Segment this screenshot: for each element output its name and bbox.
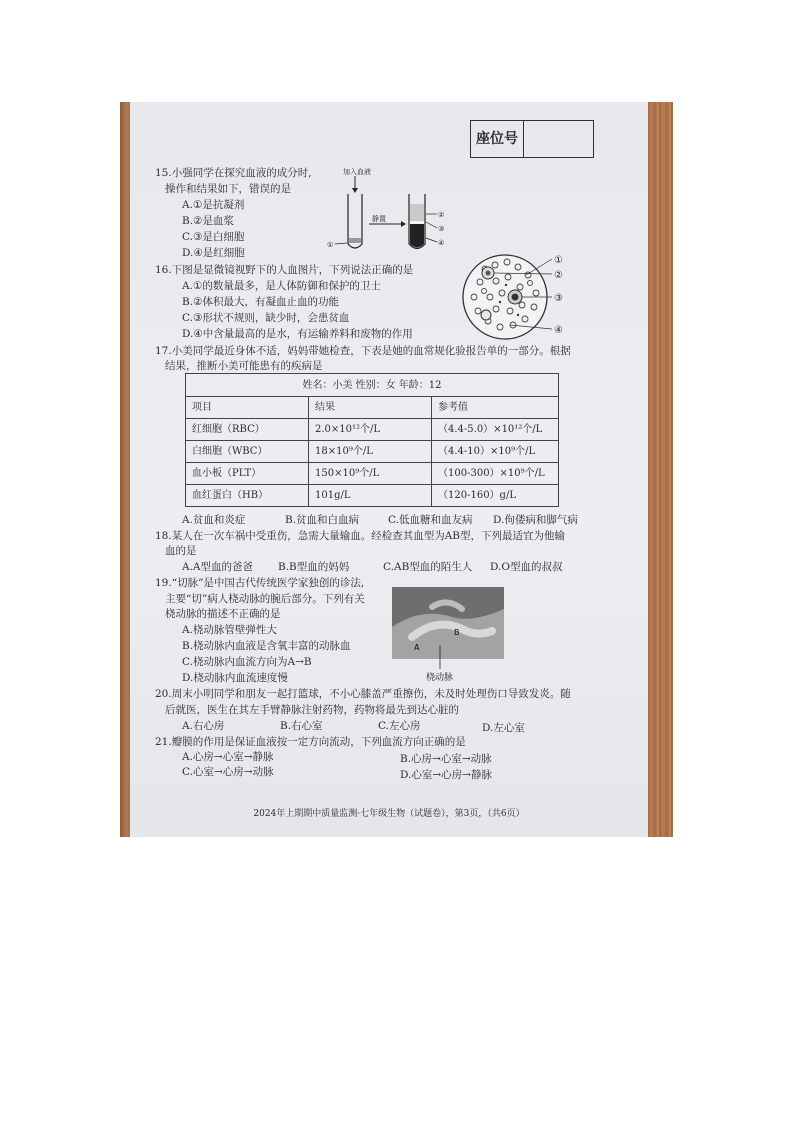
radial-artery-label: 桡动脉 bbox=[426, 673, 454, 683]
table-cell: 101g/L bbox=[309, 485, 432, 507]
q15-option-b: B.②是血浆 bbox=[182, 215, 234, 227]
table-title: 姓名：小美 性别：女 年龄：12 bbox=[186, 374, 559, 397]
q19-stem-line2: 主要“切”病人桡动脉的腕后部分。下列有关 bbox=[165, 593, 365, 605]
q17-stem-line1: 17.小美同学最近身体不适，妈妈带她检查，下表是她的血常规化验报告单的一部分。根据 bbox=[155, 345, 571, 357]
table-cell: 血小板（PLT） bbox=[186, 463, 309, 485]
q18-stem-line2: 血的是 bbox=[165, 545, 197, 557]
q20-stem-line2: 后就医，医生在其左手臂静脉注射药物，药物将最先到达心脏的 bbox=[165, 704, 459, 716]
fig-stand-label: 静置 bbox=[372, 215, 386, 223]
q19-stem-line3: 桡动脉的描述不正确的是 bbox=[165, 608, 281, 620]
fig-add-blood-label: 加入血液 bbox=[343, 168, 371, 176]
tube-marker-3: ③ bbox=[438, 225, 445, 233]
q19-stem-line1: 19.“切脉”是中国古代传统医学家独创的诊法, bbox=[155, 577, 365, 589]
q18-option-d: D.O型血的叔叔 bbox=[490, 561, 563, 573]
table-cell: （4.4-5.0）×10¹²个/L bbox=[432, 419, 559, 441]
test-tube-figure bbox=[325, 164, 465, 259]
q16-option-b: B.②体积最大，有凝血止血的功能 bbox=[182, 296, 339, 308]
table-cell: （4.4-10）×10⁹个/L bbox=[432, 441, 559, 463]
blood-report-table bbox=[185, 373, 559, 507]
q15-option-c: C.③是白细胞 bbox=[182, 231, 245, 243]
tube-marker-4: ④ bbox=[438, 239, 445, 247]
smear-marker-1: ① bbox=[554, 255, 563, 266]
q19-option-a: A.桡动脉管壁弹性大 bbox=[182, 624, 277, 636]
smear-marker-3: ③ bbox=[554, 293, 563, 304]
smear-marker-4: ④ bbox=[554, 325, 563, 336]
header-item: 项目 bbox=[186, 397, 309, 419]
q21-option-d: D.心室→心房→静脉 bbox=[400, 769, 492, 781]
wrist-pulse-photo bbox=[392, 587, 504, 684]
exam-page bbox=[130, 102, 648, 837]
q17-option-a: A.贫血和炎症 bbox=[182, 514, 246, 526]
header-result: 结果 bbox=[309, 397, 432, 419]
q21-stem: 21.瓣膜的作用是保证血液按一定方向流动，下列血流方向正确的是 bbox=[155, 736, 466, 748]
q18-option-c: C.AB型血的陌生人 bbox=[383, 561, 473, 573]
table-row bbox=[186, 485, 559, 507]
table-cell: 18×10⁹个/L bbox=[309, 441, 432, 463]
q19-option-d: D.桡动脉内血流速度慢 bbox=[182, 672, 288, 684]
seat-number-label: 座位号 bbox=[471, 121, 524, 157]
q16-stem: 16.下图是显微镜视野下的人血图片，下列说法正确的是 bbox=[155, 264, 414, 276]
wood-background bbox=[647, 102, 673, 837]
q18-stem-line1: 18.某人在一次车祸中受重伤，急需大量输血。经检查其血型为AB型，下列最适宜为他输 bbox=[155, 530, 565, 542]
smear-marker-2: ② bbox=[554, 270, 563, 281]
q21-option-b: B.心房→心室→动脉 bbox=[400, 753, 492, 765]
table-cell: （100-300）×10⁹个/L bbox=[432, 463, 559, 485]
tube-marker-1: ① bbox=[327, 241, 334, 249]
q20-option-d: D.左心室 bbox=[482, 722, 525, 734]
table-cell: （120-160）g/L bbox=[432, 485, 559, 507]
table-cell: 血红蛋白（HB） bbox=[186, 485, 309, 507]
q18-option-b: B.B型血的妈妈 bbox=[278, 561, 350, 573]
table-row bbox=[186, 419, 559, 441]
q15-option-a: A.①是抗凝剂 bbox=[182, 199, 245, 211]
q16-option-d: D.④中含量最高的是水，有运输养料和废物的作用 bbox=[182, 328, 413, 340]
q16-option-c: C.③形状不规则，缺少时，会患贫血 bbox=[182, 312, 350, 324]
table-row bbox=[186, 463, 559, 485]
q17-option-c: C.低血糖和血友病 bbox=[388, 514, 473, 526]
q20-option-a: A.右心房 bbox=[182, 720, 225, 732]
q15-option-d: D.④是红细胞 bbox=[182, 247, 245, 259]
seat-number-box bbox=[470, 120, 594, 158]
q15-stem-line2: 操作和结果如下，错误的是 bbox=[165, 183, 291, 195]
photo-frame bbox=[120, 102, 673, 837]
wrist-point-b: B bbox=[454, 628, 460, 637]
header-reference: 参考值 bbox=[432, 397, 559, 419]
q18-option-a: A.A型血的爸爸 bbox=[182, 561, 254, 573]
q21-option-a: A.心房→心室→静脉 bbox=[182, 751, 274, 763]
q19-option-b: B.桡动脉内血液是含氧丰富的动脉血 bbox=[182, 640, 351, 652]
wrist-point-a: A bbox=[414, 643, 420, 652]
q20-option-c: C.左心房 bbox=[378, 720, 421, 732]
q17-option-b: B.贫血和白血病 bbox=[285, 514, 360, 526]
q20-stem-line1: 20.周末小明同学和朋友一起打篮球，不小心膝盖严重擦伤，未及时处理伤口导致发炎。随 bbox=[155, 688, 571, 700]
table-row bbox=[186, 441, 559, 463]
q17-option-d: D.佝偻病和脚气病 bbox=[493, 514, 578, 526]
q20-option-b: B.右心室 bbox=[280, 720, 323, 732]
tube-marker-2: ② bbox=[438, 211, 445, 219]
q16-option-a: A.①的数量最多，是人体防御和保护的卫士 bbox=[182, 280, 381, 292]
q21-option-c: C.心室→心房→动脉 bbox=[182, 766, 274, 778]
table-cell: 150×10⁹个/L bbox=[309, 463, 432, 485]
table-cell: 2.0×10¹²个/L bbox=[309, 419, 432, 441]
q15-stem-line1: 15.小强同学在探究血液的成分时, bbox=[155, 167, 312, 179]
page-footer: 2024年上期期中质量监测·七年级生物（试题卷），第3页，（共6页） bbox=[253, 809, 525, 819]
table-cell: 白细胞（WBC） bbox=[186, 441, 309, 463]
seat-number-blank bbox=[524, 121, 593, 157]
blood-smear-figure bbox=[460, 247, 570, 347]
q17-stem-line2: 结果，推断小美可能患有的疾病是 bbox=[165, 360, 323, 372]
table-header-row bbox=[186, 397, 559, 419]
q19-option-c: C.桡动脉内血流方向为A→B bbox=[182, 656, 312, 668]
table-cell: 红细胞（RBC） bbox=[186, 419, 309, 441]
